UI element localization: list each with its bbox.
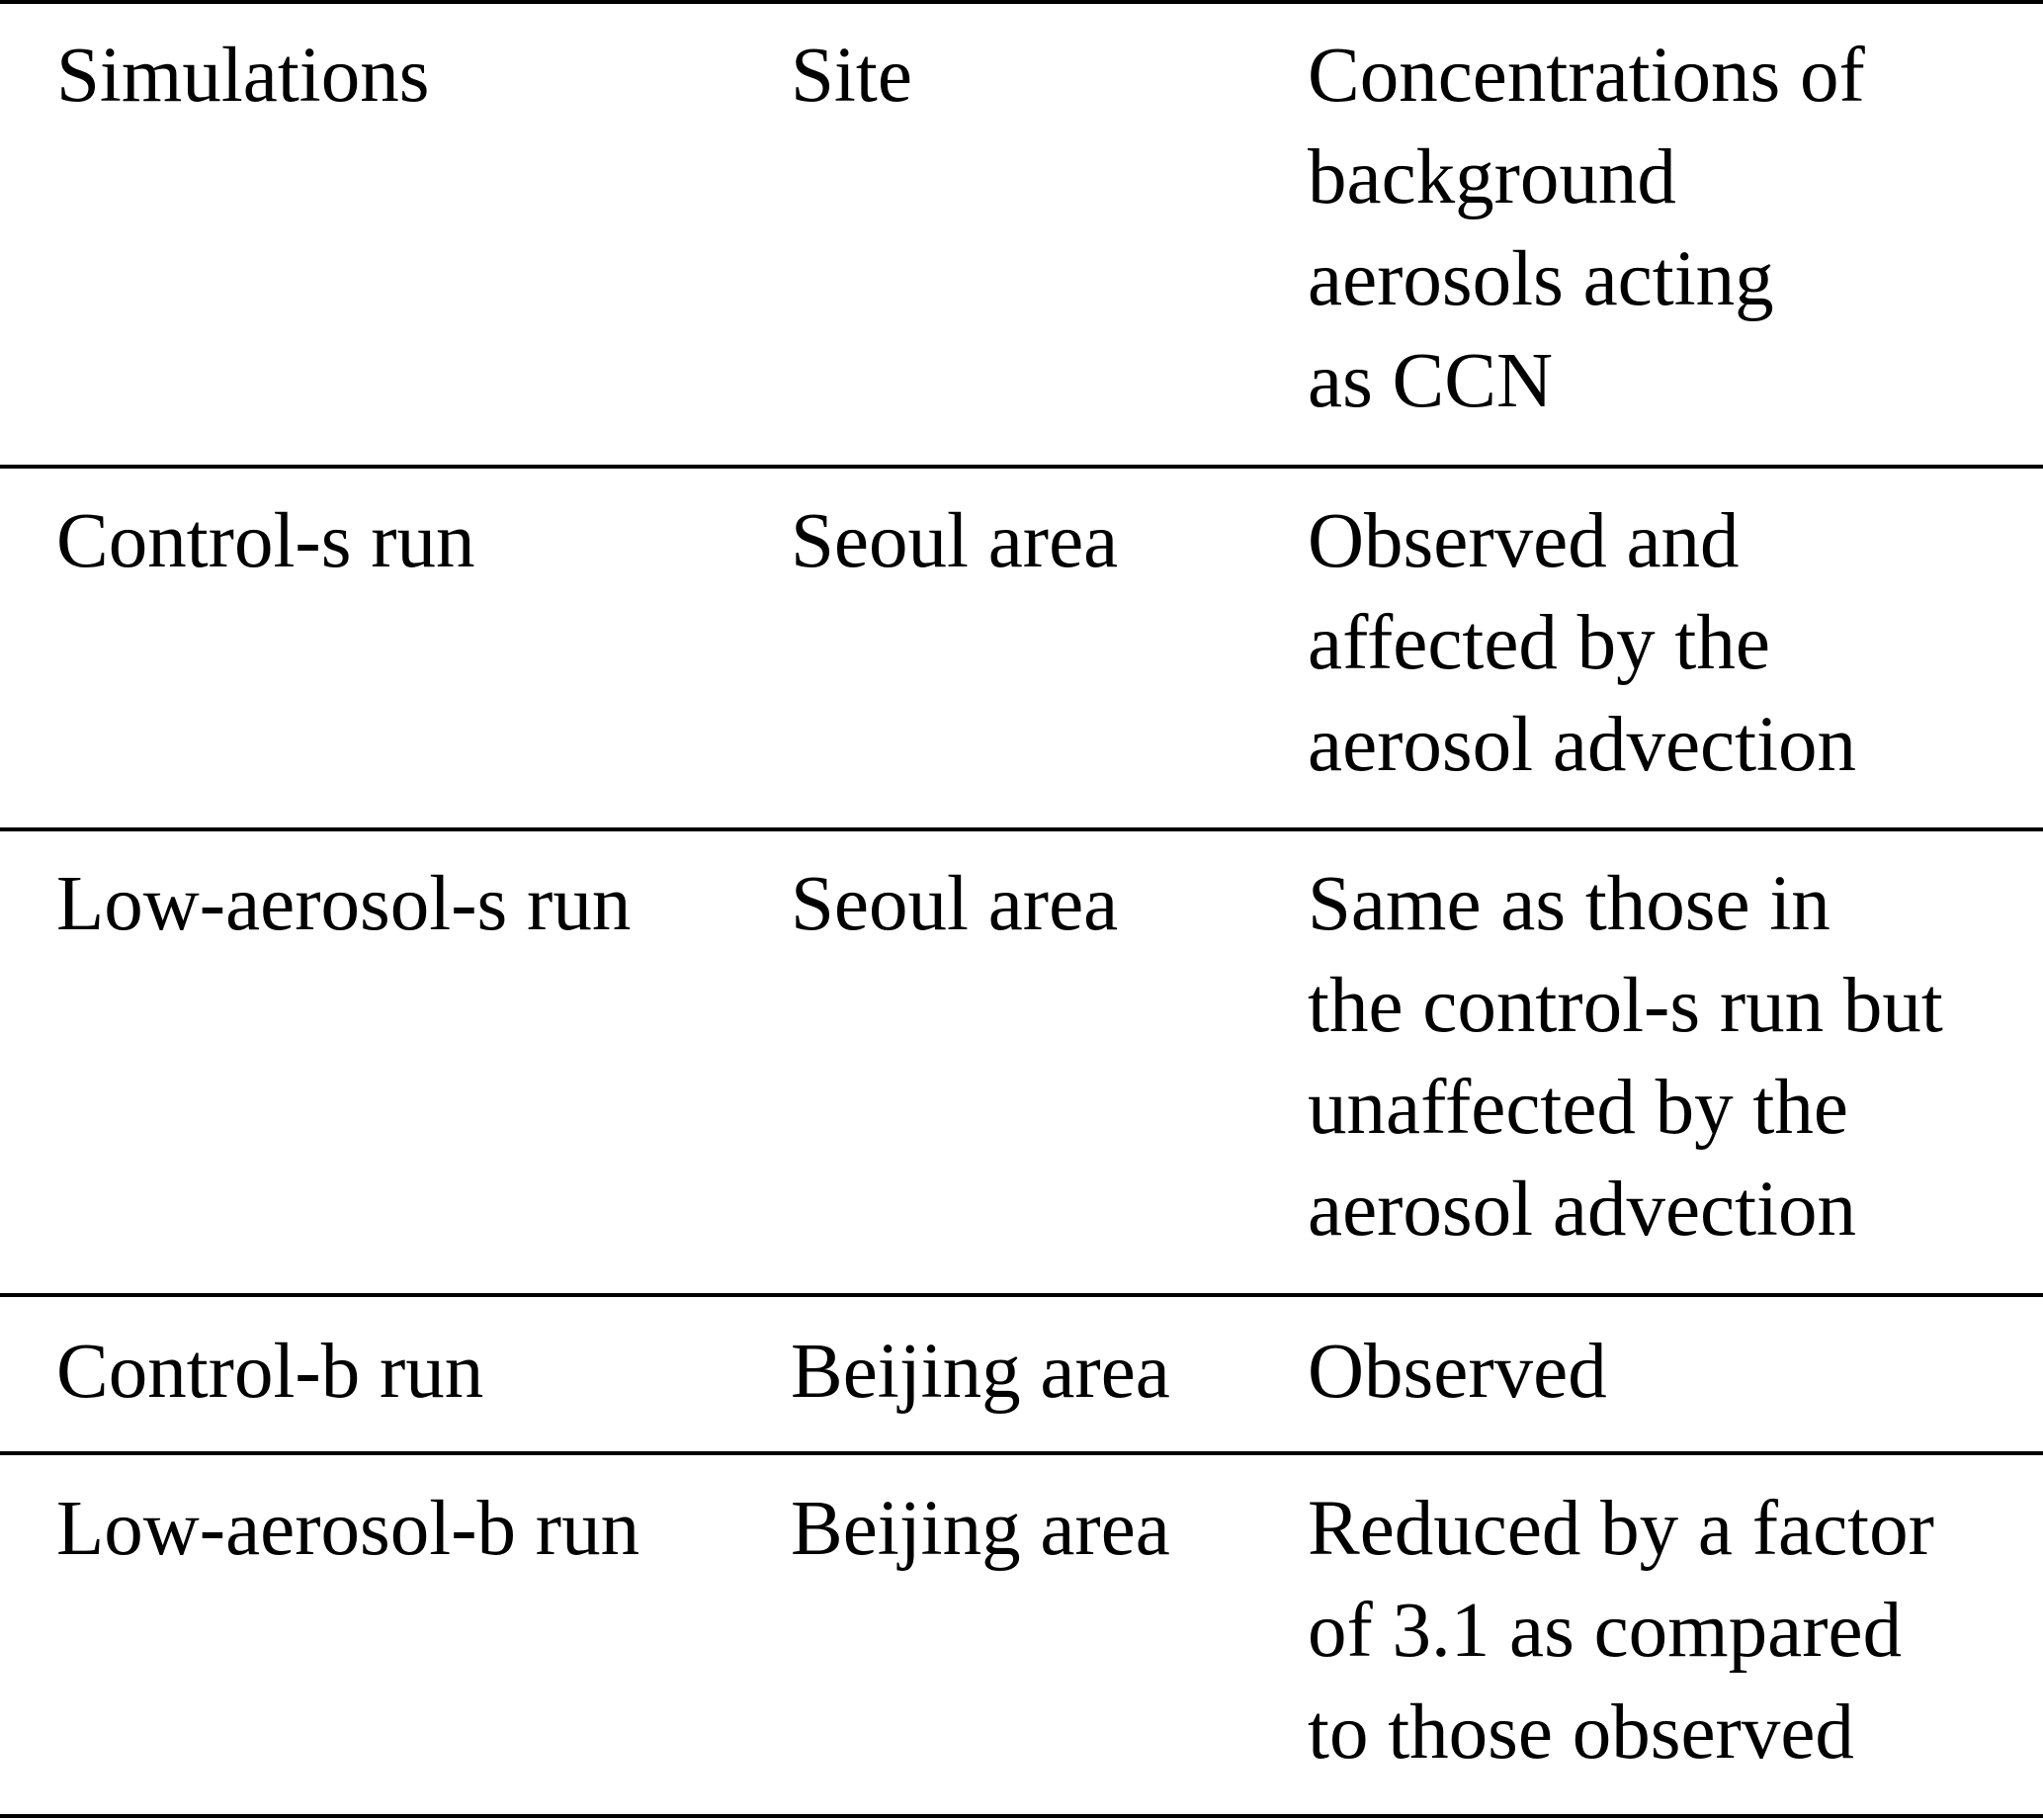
header-concentrations: Concentrations of background aerosols acting as CCN (1308, 33, 1865, 424)
row-rule-3 (0, 1451, 2043, 1455)
row-4-simulation: Low-aerosol-b run (56, 1486, 640, 1572)
row-2-concentration: Same as those in the control-s run but unaffected by the aerosol advection (1308, 861, 1943, 1253)
row-rule-1 (0, 827, 2043, 831)
header-simulations: Simulations (56, 33, 430, 119)
row-2-site: Seoul area (791, 861, 1119, 947)
row-3-concentration: Observed (1308, 1329, 1607, 1415)
table-top-rule (0, 0, 2043, 4)
row-3-site: Beijing area (791, 1329, 1170, 1415)
header-rule (0, 465, 2043, 469)
row-2-simulation: Low-aerosol-s run (56, 861, 632, 947)
row-3-simulation: Control-b run (56, 1329, 484, 1415)
table-bottom-rule (0, 1814, 2043, 1818)
row-1-site: Seoul area (791, 498, 1119, 584)
row-4-concentration: Reduced by a factor of 3.1 as compared to those observed (1308, 1486, 1934, 1776)
row-4-site: Beijing area (791, 1486, 1170, 1572)
header-site: Site (791, 33, 912, 119)
row-1-concentration: Observed and affected by the aerosol advection (1308, 498, 1856, 788)
row-1-simulation: Control-s run (56, 498, 475, 584)
row-rule-2 (0, 1293, 2043, 1297)
